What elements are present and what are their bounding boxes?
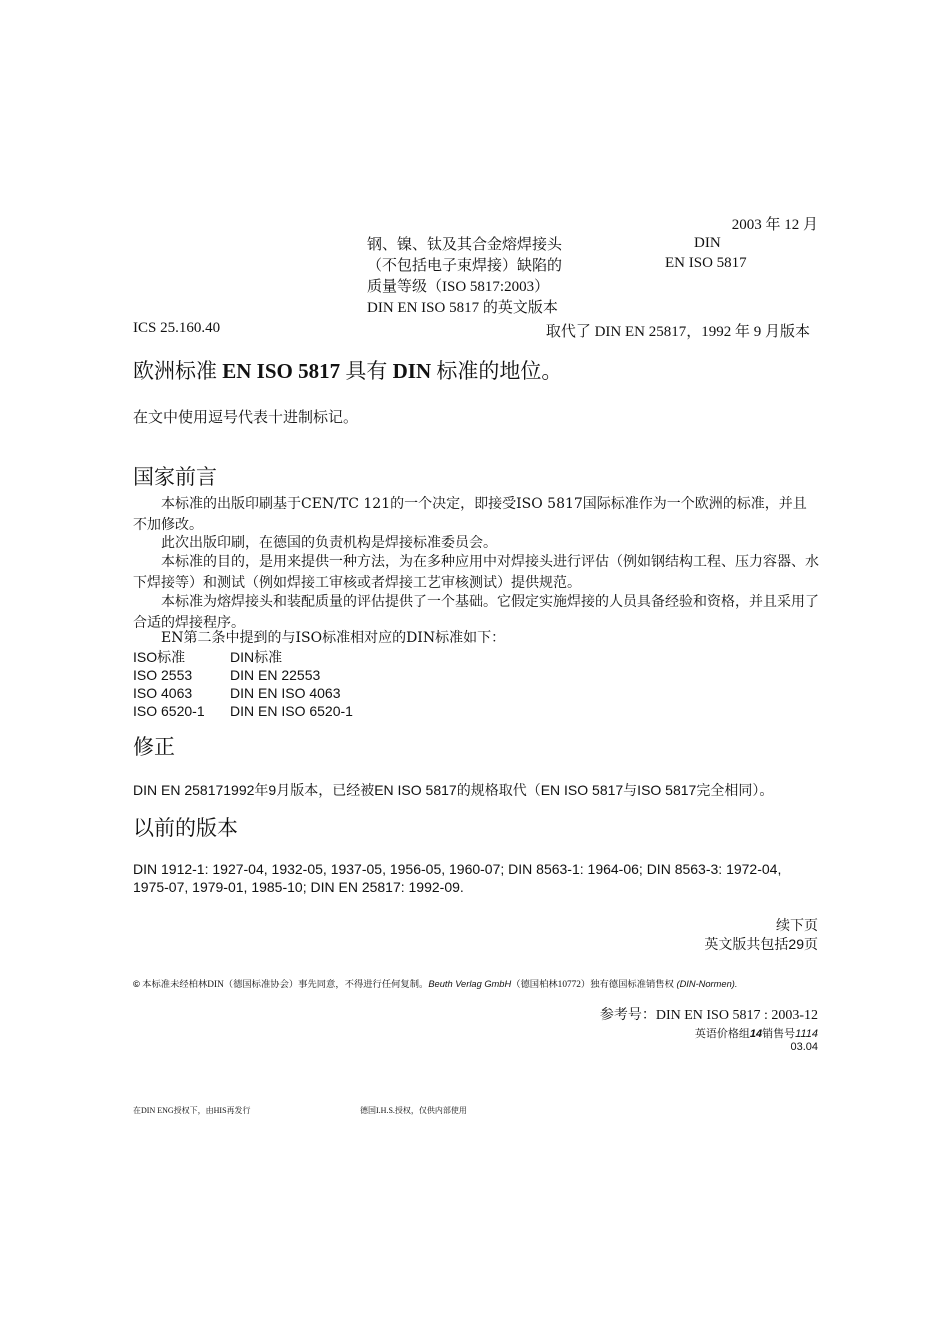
- table-row: [133, 684, 353, 702]
- foreword-paragraph-2-text: 此次出版印刷，在德国的负责机构是焊接标准委员会。: [161, 535, 497, 551]
- status-text-e: 标准的地位。: [431, 359, 563, 383]
- page-count-number: 29: [788, 936, 804, 952]
- section-heading-national-foreword: 国家前言: [133, 465, 217, 489]
- page-count-suffix: 页: [804, 938, 818, 953]
- foreword-paragraph-5: [133, 628, 819, 649]
- foreword-paragraph-1-text: 本标准的出版印刷基于CEN/TC 121的一个决定，即接受ISO 5817国际标准作为一个欧洲的标准，并且不加修改。: [133, 496, 807, 533]
- table-cell-iso: ISO 4063: [133, 685, 193, 701]
- footer-left: 在DIN ENG授权下，由HIS再发行: [133, 1106, 251, 1115]
- supersedes-note: 取代了 DIN EN 25817，1992 年 9 月版本: [545, 324, 810, 340]
- publisher-name: Beuth Verlag GmbH: [428, 979, 512, 989]
- section-heading-amendments: 修正: [133, 735, 175, 759]
- document-title: [367, 235, 562, 319]
- status-text-c: 具有: [340, 359, 393, 383]
- table-row: [133, 666, 353, 684]
- page-count: [704, 934, 818, 954]
- title-line-2: （不包括电子束焊接）缺陷的: [367, 258, 563, 274]
- status-text-a: 欧洲标准: [133, 359, 223, 383]
- status-din: DIN: [392, 359, 432, 383]
- foreword-paragraph-3: [133, 552, 819, 594]
- copyright-text-1: 本标准未经柏林DIN（德国标准协会）事先同意，不得进行任何复制。: [139, 980, 429, 990]
- table-cell-din: DIN EN ISO 4063: [230, 685, 341, 701]
- previous-editions-line-2: 1975-07, 1979-01, 1985-10; DIN EN 25817: 1992-09.: [133, 879, 464, 895]
- decimal-note: 在文中使用逗号代表十进制标记。: [133, 410, 359, 426]
- reference-number: 参考号：DIN EN ISO 5817 : 2003-12: [599, 1008, 818, 1023]
- section-heading-previous-editions: 以前的版本: [133, 816, 238, 840]
- price-group-number: 14: [749, 1028, 763, 1040]
- table-cell-din: DIN EN ISO 6520-1: [230, 703, 353, 719]
- continued-note: 续下页: [776, 919, 818, 934]
- designation-en-iso: EN ISO 5817: [665, 255, 747, 271]
- table-header-iso: ISO标准: [133, 649, 186, 665]
- title-line-3: 质量等级（ISO 5817:2003）: [367, 279, 550, 295]
- table-header-row: [133, 648, 353, 666]
- page-count-prefix: 英文版共包括: [704, 938, 789, 953]
- footer-right: 德国I.H.S.授权，仅供内部使用: [360, 1106, 467, 1115]
- title-line-4: DIN EN ISO 5817 的英文版本: [367, 300, 558, 316]
- status-en-iso: EN ISO 5817: [222, 359, 341, 383]
- table-cell-iso: ISO 6520-1: [133, 703, 205, 719]
- foreword-paragraph-3-text: 本标准的目的，是用来提供一种方法，为在多种应用中对焊接头进行评估（例如钢结构工程、压力容器、水下焊接等）和测试（例如焊接工审核或者焊接工艺审核测试）提供规范。: [133, 554, 819, 591]
- foreword-paragraph-5-text: EN第二条中提到的与ISO标准相对应的DIN标准如下：: [161, 630, 506, 646]
- price-group: [695, 1025, 818, 1041]
- issue-code: 03.04: [790, 1041, 818, 1053]
- price-group-label: 英语价格组: [694, 1028, 750, 1040]
- sales-number: 1114: [795, 1028, 818, 1040]
- table-cell-din: DIN EN 22553: [230, 667, 321, 683]
- previous-editions-line-1: DIN 1912-1: 1927-04, 1932-05, 1937-05, 1956-05, 1960-07; DIN 8563-1: 1964-06; DIN 8563-3: 1972-04,: [133, 861, 782, 877]
- table-header-din: DIN标准: [230, 649, 283, 665]
- foreword-paragraph-2: [133, 533, 819, 554]
- title-line-1: 钢、镍、钛及其合金熔焊接头: [367, 237, 563, 253]
- issue-date: 2003 年 12 月: [731, 217, 818, 233]
- designation-din: DIN: [694, 235, 721, 251]
- din-normen: (DIN-Normen).: [673, 979, 738, 989]
- sales-number-label: 销售号: [762, 1028, 796, 1040]
- copyright-text-2: （德国柏林10772）独有德国标准销售权: [511, 980, 674, 990]
- standards-correspondence-table: [133, 648, 353, 720]
- ics-number: ICS 25.160.40: [133, 320, 221, 336]
- foreword-paragraph-4-text: 本标准为熔焊接头和装配质量的评估提供了一个基础。它假定实施焊接的人员具备经验和资格，并且采用了合适的焊接程序。: [133, 594, 819, 631]
- copyright-notice: [133, 976, 737, 990]
- table-row: [133, 702, 353, 720]
- table-cell-iso: ISO 2553: [133, 667, 193, 683]
- standard-status: [133, 355, 562, 385]
- amendments-text: DIN EN 258171992年9月版本，已经被EN ISO 5817的规格取代（EN ISO 5817与ISO 5817完全相同）。: [133, 782, 774, 798]
- copyright-symbol: ©: [133, 979, 140, 989]
- foreword-paragraph-1: [133, 494, 819, 536]
